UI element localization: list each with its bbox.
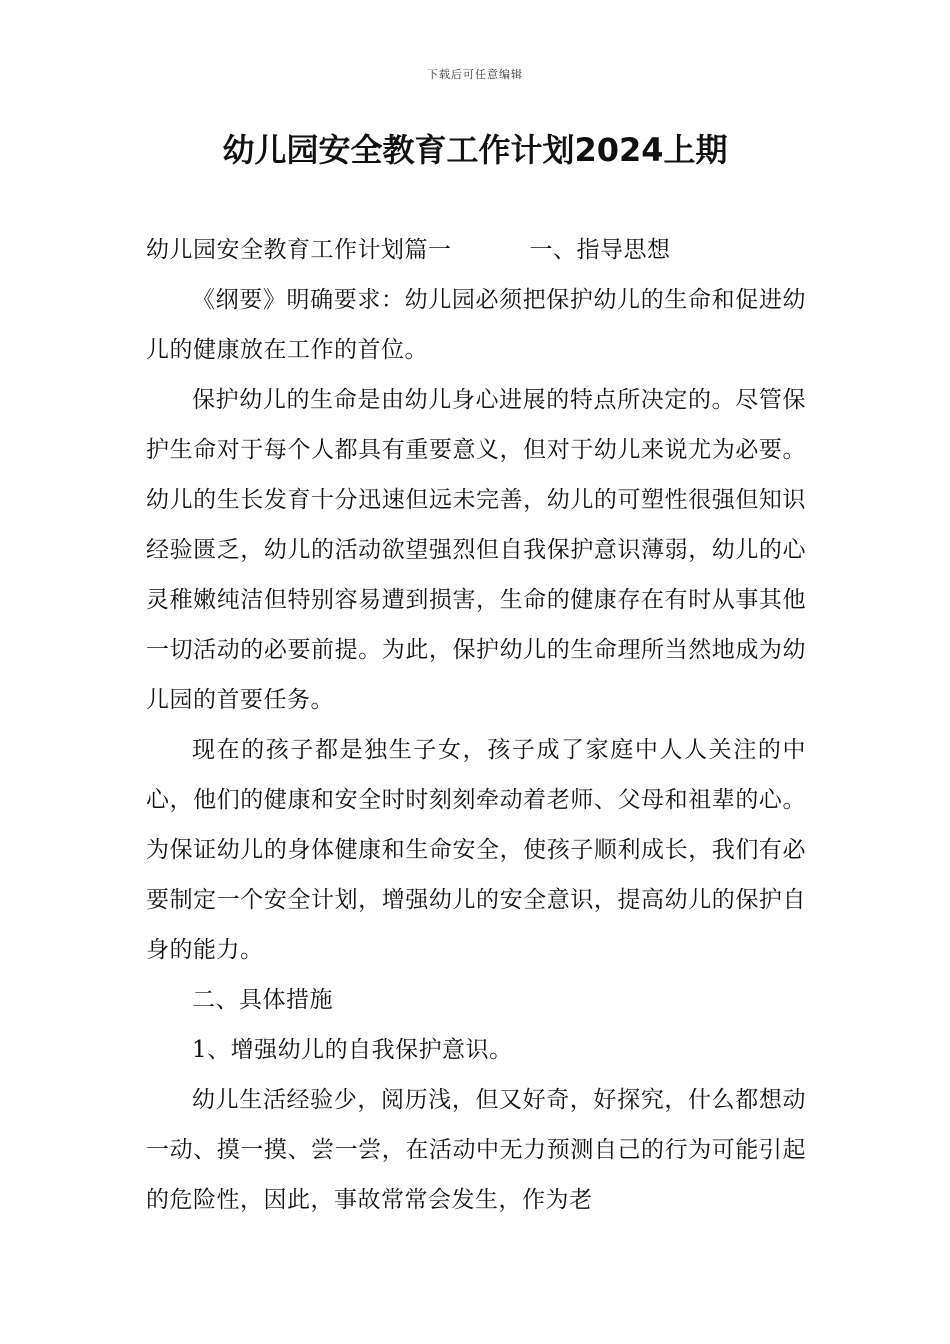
paragraph-protect-life: 保护幼儿的生命是由幼儿身心进展的特点所决定的。尽管保护生命对于每个人都具有重要意义，但对于幼儿来说尤为必要。幼儿的生长发育十分迅速但远未完善，幼儿的可塑性很强但知识经验匮乏，幼儿的活动欲望强烈但自我保护意识薄弱，幼儿的心灵稚嫩纯洁但特别容易遭到损害，生命的健康存在有时从事其他一切活动的必要前提。为此，保护幼儿的生命理所当然地成为幼儿园的首要任务。 <box>146 387 806 713</box>
header-note: 下载后可任意编辑 <box>427 68 523 81</box>
document-body <box>146 225 806 1225</box>
paragraph-only-children: 现在的孩子都是独生子女，孩子成了家庭中人人关注的中心，他们的健康和安全时时刻刻牵动着老师、父母和祖辈的心。为保证幼儿的身体健康和生命安全，使孩子顺利成长，我们有必要制定一个安全计划，增强幼儿的安全意识，提高幼儿的保护自身的能力。 <box>146 737 806 963</box>
paragraph-outline-requirement: 《纲要》明确要求：幼儿园必须把保护幼儿的生命和促进幼儿的健康放在工作的首位。 <box>146 287 806 363</box>
section-heading-line <box>146 225 806 275</box>
section-heading-measures: 二、具体措施 <box>192 987 333 1013</box>
document-title: 幼儿园安全教育工作计划2024上期 <box>222 131 728 169</box>
subheading-self-protection: 1、增强幼儿的自我保护意识。 <box>192 1037 513 1063</box>
paragraph-life-experience: 幼儿生活经验少，阅历浅，但又好奇，好探究，什么都想动一动、摸一摸、尝一尝，在活动中无力预测自己的行为可能引起的危险性，因此，事故常常会发生，作为老 <box>146 1087 806 1213</box>
plan-subtitle: 幼儿园安全教育工作计划篇一 <box>146 237 452 263</box>
section-heading-guiding-thought: 一、指导思想 <box>529 237 671 263</box>
